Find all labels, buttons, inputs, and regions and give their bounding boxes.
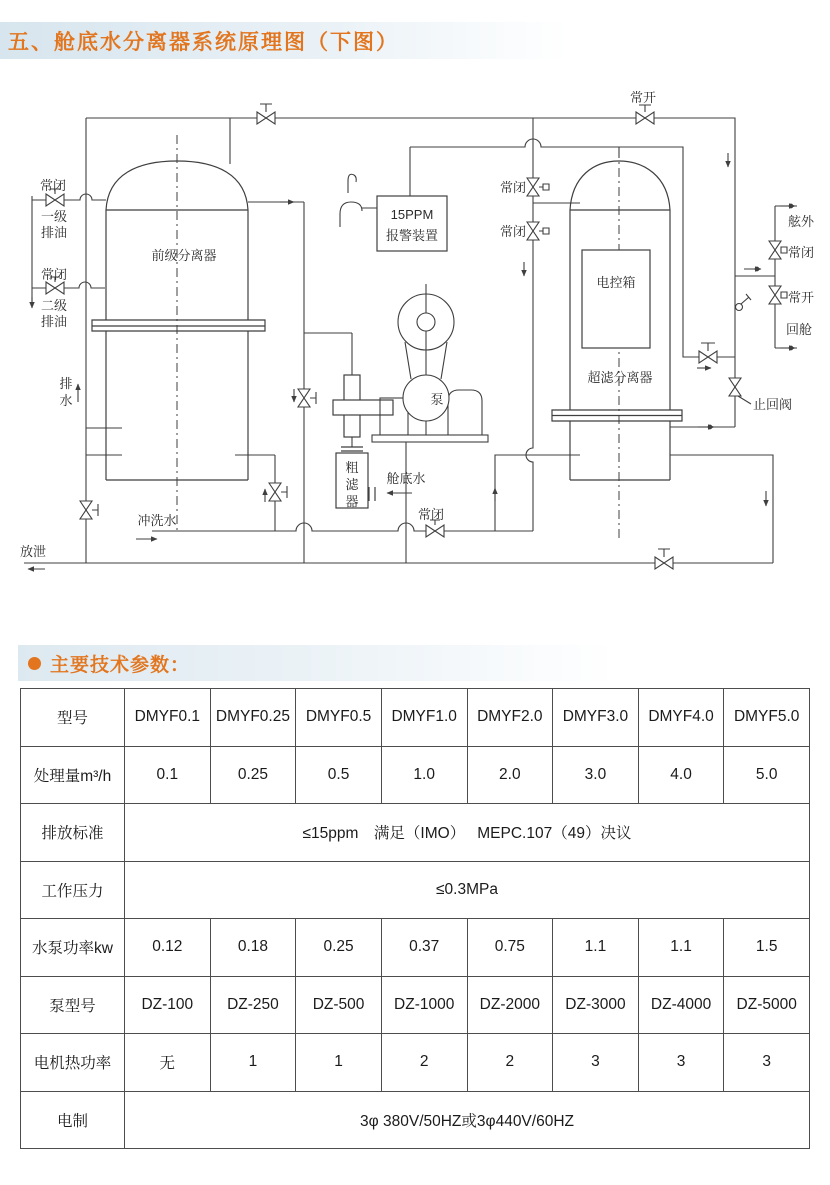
merged-cell: ≤0.3MPa <box>125 861 810 919</box>
table-row-capacity <box>21 746 810 804</box>
cell: DZ-2000 <box>467 976 553 1034</box>
label-normally-open-right: 常开 <box>788 290 815 305</box>
cell: 0.37 <box>381 919 467 977</box>
coarse-filter-char2: 滤 <box>345 477 359 492</box>
row-label: 工作压力 <box>21 861 125 919</box>
label-normally-closed-5: 常闭 <box>417 507 445 522</box>
cell: DZ-250 <box>210 976 296 1034</box>
uf-separator-dome <box>570 161 670 210</box>
label-normally-closed-1: 常闭 <box>39 178 67 193</box>
cell: 2.0 <box>467 746 553 804</box>
valves <box>46 104 787 569</box>
row-label: 排放标准 <box>21 804 125 862</box>
params-header: 主要技术参数： <box>50 654 191 676</box>
cell: 无 <box>125 1034 211 1092</box>
check-valve-label: 止回阀 <box>753 397 793 412</box>
label-normally-closed-6: 常闭 <box>788 245 815 260</box>
control-box <box>582 250 650 348</box>
blowdown-label: 放泄 <box>19 544 47 559</box>
sample-globe-valve-icon <box>699 351 717 363</box>
merged-cell: ≤15ppm 满足（IMO） MEPC.107（49）决议 <box>125 804 810 862</box>
middle-upper-valve-icon <box>527 178 539 196</box>
label-normally-closed-2: 常闭 <box>40 267 68 282</box>
cell: DMYF3.0 <box>553 689 639 747</box>
row-label: 水泵功率kw <box>21 919 125 977</box>
drain-stack-pipe <box>86 118 122 563</box>
flush-line-valve-icon <box>426 525 444 537</box>
coarse-filter-char3: 器 <box>345 494 359 509</box>
tank-bottom-pipe <box>235 455 773 563</box>
drain-valve-icon <box>80 501 92 519</box>
table-row-model <box>21 689 810 747</box>
cell: 5.0 <box>724 746 810 804</box>
params-header-band <box>18 645 648 681</box>
technical-parameters-table <box>20 688 810 1149</box>
pump-housing-right <box>448 390 482 435</box>
table-row-pump-power <box>21 919 810 977</box>
strainer-crossbar <box>333 400 393 415</box>
cell: DMYF1.0 <box>381 689 467 747</box>
label-normally-closed-3: 常闭 <box>499 180 526 195</box>
tank-overflow-pipe <box>248 202 304 563</box>
pre-separator-label: 前级分离器 <box>151 248 217 263</box>
cell: DZ-5000 <box>724 976 810 1034</box>
pump-unit <box>372 284 488 442</box>
control-box-label: 电控箱 <box>596 275 636 290</box>
overboard-valve-icon <box>769 241 781 259</box>
uf-separator-tank <box>552 149 682 540</box>
cell: DZ-500 <box>296 976 382 1034</box>
row-label: 电制 <box>21 1091 125 1149</box>
section-title-band <box>0 22 570 59</box>
cell: 2 <box>467 1034 553 1092</box>
check-valve-icon <box>729 378 741 396</box>
alarm-label-line2: 报警装置 <box>385 228 439 243</box>
uf-separator-label: 超滤分离器 <box>587 370 653 385</box>
cell: DMYF0.1 <box>125 689 211 747</box>
cell: DMYF0.25 <box>210 689 296 747</box>
label-oil-discharge-2: 排油 <box>40 314 68 329</box>
table-row-working-pressure <box>21 861 810 919</box>
cell: DZ-3000 <box>553 976 639 1034</box>
probe-hook <box>340 174 377 227</box>
cell: DZ-4000 <box>638 976 724 1034</box>
top-normally-open-valve-icon <box>636 112 654 124</box>
cell: DZ-100 <box>125 976 211 1034</box>
bilge-water-label: 舱底水 <box>386 471 426 486</box>
cell: DMYF4.0 <box>638 689 724 747</box>
cell: 4.0 <box>638 746 724 804</box>
coarse-filter-char1: 粗 <box>345 460 359 475</box>
flushing-water-pipe <box>152 523 533 531</box>
table-row-discharge-standard <box>21 804 810 862</box>
return-to-tank-label: 回舱 <box>785 322 813 337</box>
discharge-outlet-pipe <box>670 275 735 427</box>
label-drain-char1: 排 <box>59 376 73 391</box>
pre-separator-flange <box>92 320 265 331</box>
sample-line-pipe <box>410 139 735 357</box>
pump-label: 泵 <box>430 392 444 407</box>
cell: 3.0 <box>553 746 639 804</box>
overboard-label: 舷外 <box>787 214 815 229</box>
stage1-oil-valve-icon <box>46 194 64 206</box>
table-row-heater-power <box>21 1034 810 1092</box>
cell: 3 <box>553 1034 639 1092</box>
stage2-oil-pipe <box>32 282 105 288</box>
row-label: 处理量m³/h <box>21 746 125 804</box>
top-left-valve-icon <box>257 112 275 124</box>
cell: 1.1 <box>638 919 724 977</box>
cell: DMYF0.5 <box>296 689 382 747</box>
cell: 3 <box>638 1034 724 1092</box>
overflow-valve-icon <box>298 389 310 407</box>
stage2-oil-valve-icon <box>46 282 64 294</box>
bottom-line-valve-icon <box>655 557 673 569</box>
table-row-electric-system <box>21 1091 810 1149</box>
cell: 0.1 <box>125 746 211 804</box>
cell: DMYF5.0 <box>724 689 810 747</box>
cell: 0.25 <box>296 919 382 977</box>
row-label: 电机热功率 <box>21 1034 125 1092</box>
stage1-oil-pipe <box>32 194 106 200</box>
label-stage2: 二级 <box>40 298 68 313</box>
cell: 1 <box>296 1034 382 1092</box>
cell: 1 <box>210 1034 296 1092</box>
bilge-inlet-port <box>369 487 375 501</box>
middle-lower-valve-icon <box>527 222 539 240</box>
cell: 1.0 <box>381 746 467 804</box>
cell: 0.12 <box>125 919 211 977</box>
cell: DMYF2.0 <box>467 689 553 747</box>
cell: 2 <box>381 1034 467 1092</box>
cell: 1.5 <box>724 919 810 977</box>
cell: DZ-1000 <box>381 976 467 1034</box>
return-valve-icon <box>769 286 781 304</box>
cell: 0.25 <box>210 746 296 804</box>
page-title: 五、舱底水分离器系统原理图（下图） <box>8 30 399 54</box>
cell: 0.75 <box>467 919 553 977</box>
cell: 0.5 <box>296 746 382 804</box>
row-label: 泵型号 <box>21 976 125 1034</box>
row-label: 型号 <box>21 689 125 747</box>
uf-separator-flange <box>552 410 682 421</box>
cell: 1.1 <box>553 919 639 977</box>
filter-flange <box>341 447 363 451</box>
merged-cell: 3φ 380V/50HZ或3φ440V/60HZ <box>125 1091 810 1149</box>
tank-flush-valve-icon <box>269 483 281 501</box>
pump-base <box>372 435 488 442</box>
label-normally-open-top: 常开 <box>629 90 657 105</box>
cell: 3 <box>724 1034 810 1092</box>
cell: 0.18 <box>210 919 296 977</box>
label-drain-char2: 水 <box>59 393 73 408</box>
bullet-dot-icon <box>28 657 41 670</box>
drain-cock-icon <box>736 294 752 311</box>
pre-separator-tank <box>92 135 265 531</box>
table-row-pump-model <box>21 976 810 1034</box>
label-stage1: 一级 <box>40 209 68 224</box>
label-normally-closed-4: 常闭 <box>499 224 526 239</box>
flushing-water-label: 冲洗水 <box>137 513 177 528</box>
label-oil-discharge-1: 排油 <box>40 225 68 240</box>
pulley-hub <box>417 313 435 331</box>
pipe-network <box>24 118 797 563</box>
alarm-label-line1: 15PPM <box>390 207 434 222</box>
